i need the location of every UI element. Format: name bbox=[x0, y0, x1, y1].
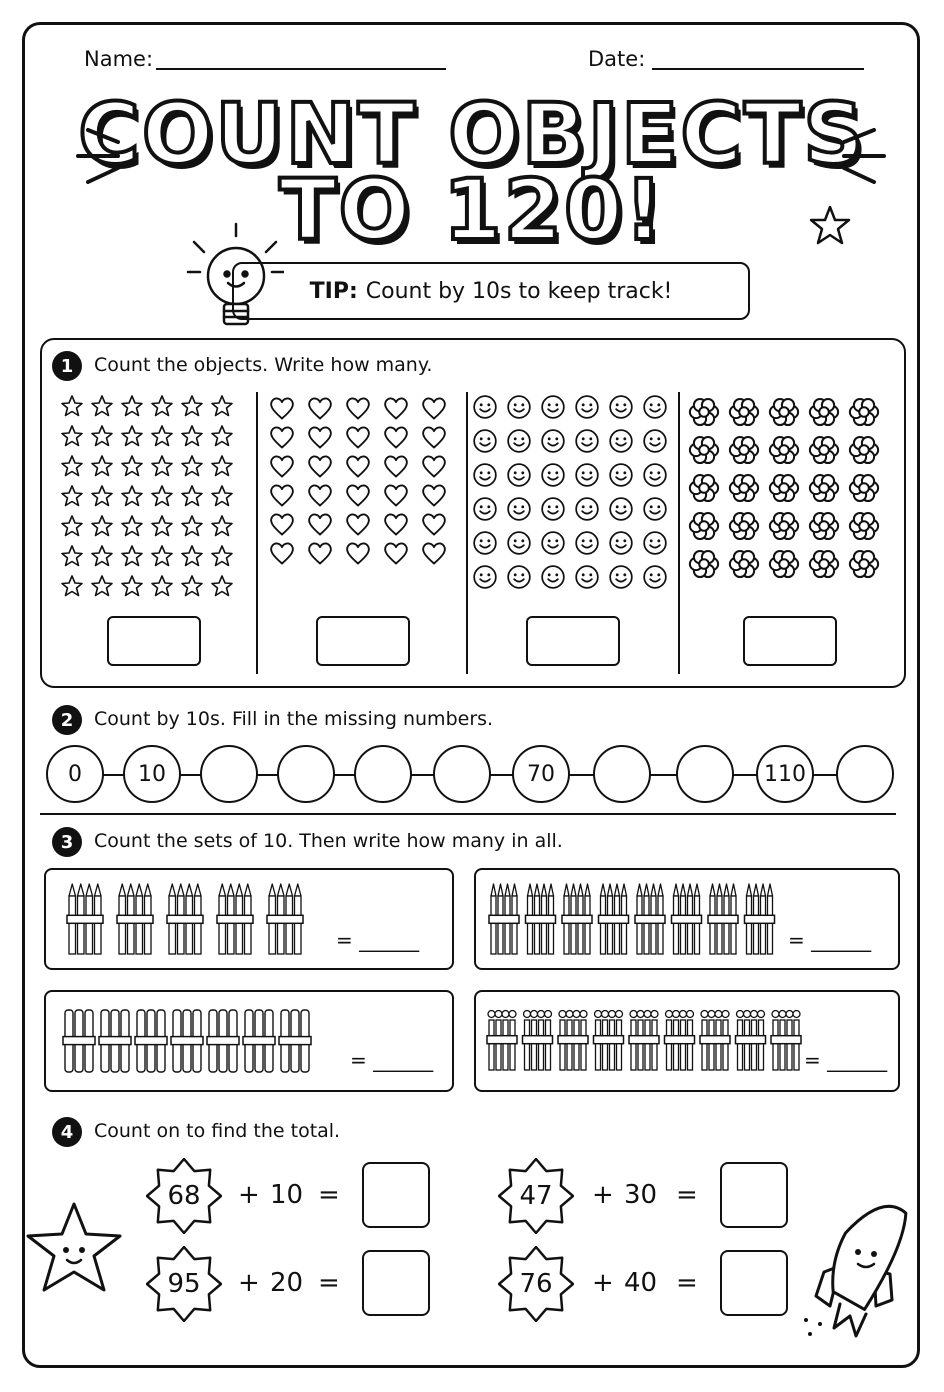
heart-icon bbox=[347, 398, 369, 418]
smiley-icon bbox=[474, 566, 496, 588]
smiling-star-icon bbox=[24, 1200, 124, 1296]
stick-bundle-icon bbox=[63, 1010, 95, 1072]
star-icon bbox=[152, 396, 172, 416]
star-icon bbox=[152, 486, 172, 506]
flower-icon bbox=[690, 399, 718, 425]
flower-bundles bbox=[486, 1004, 810, 1078]
smiley-icon bbox=[542, 532, 564, 554]
smiley-icon bbox=[542, 396, 564, 418]
pencil-bundles bbox=[66, 880, 320, 962]
star-icon bbox=[212, 546, 232, 566]
smiley-icon bbox=[508, 498, 530, 520]
flower-icon bbox=[730, 399, 758, 425]
column-divider bbox=[256, 392, 258, 674]
smiley-icon bbox=[610, 498, 632, 520]
smiley-icon bbox=[508, 566, 530, 588]
tip-box bbox=[232, 262, 750, 320]
flower-icon bbox=[730, 551, 758, 577]
star-icon bbox=[62, 486, 82, 506]
flower-icon bbox=[850, 437, 878, 463]
set-answer-blank[interactable]: = ______ bbox=[350, 1048, 434, 1072]
smiley-icon bbox=[576, 396, 598, 418]
addend: 30 bbox=[624, 1180, 658, 1210]
section-1-instruction: Count the objects. Write how many. bbox=[94, 354, 433, 376]
heart-icon bbox=[347, 514, 369, 534]
flower-bundle-icon bbox=[629, 1011, 659, 1071]
column-divider bbox=[678, 392, 680, 674]
smiley-icon bbox=[474, 532, 496, 554]
star-icon bbox=[122, 456, 142, 476]
star-icon bbox=[122, 486, 142, 506]
flower-bundle-icon bbox=[487, 1011, 517, 1071]
rocket-icon bbox=[800, 1196, 910, 1348]
smiley-icon bbox=[474, 396, 496, 418]
tip-text: Count by 10s to keep track! bbox=[365, 278, 673, 304]
smiley-icon bbox=[610, 566, 632, 588]
flower-group bbox=[688, 396, 888, 590]
plus-sign: + bbox=[592, 1268, 614, 1298]
section-4-instruction: Count on to find the total. bbox=[94, 1120, 341, 1142]
flowers-answer-box[interactable] bbox=[743, 616, 837, 666]
plus-sign: + bbox=[592, 1180, 614, 1210]
equals-sign: = bbox=[676, 1268, 698, 1298]
smiley-icon bbox=[542, 430, 564, 452]
missing-number-circle[interactable] bbox=[836, 745, 894, 803]
heart-icon bbox=[309, 398, 331, 418]
star-icon bbox=[92, 576, 112, 596]
heart-icon bbox=[309, 514, 331, 534]
smiley-icon bbox=[644, 430, 666, 452]
flower-icon bbox=[810, 551, 838, 577]
star-icon bbox=[182, 456, 202, 476]
addend: 40 bbox=[624, 1268, 658, 1298]
smiley-icon bbox=[508, 430, 530, 452]
addend: 20 bbox=[270, 1268, 304, 1298]
stick-bundle-icon bbox=[279, 1010, 311, 1072]
section-2-number: 2 bbox=[52, 705, 82, 735]
stick-bundle-icon bbox=[243, 1010, 275, 1072]
section-divider bbox=[40, 813, 896, 815]
heart-icon bbox=[309, 427, 331, 447]
smiley-icon bbox=[474, 498, 496, 520]
star-icon bbox=[182, 396, 202, 416]
heart-icon bbox=[385, 514, 407, 534]
smiley-icon bbox=[644, 498, 666, 520]
star-icon bbox=[62, 516, 82, 536]
star-icon bbox=[212, 576, 232, 596]
heart-icon bbox=[347, 485, 369, 505]
missing-number-circle[interactable] bbox=[593, 745, 651, 803]
star-icon bbox=[152, 516, 172, 536]
heart-icon bbox=[385, 543, 407, 563]
star-icon bbox=[122, 426, 142, 446]
flower-icon bbox=[690, 475, 718, 501]
total-answer-box[interactable] bbox=[362, 1162, 430, 1228]
pencil-bundle-icon bbox=[267, 884, 303, 954]
heart-icon bbox=[385, 427, 407, 447]
heart-icon bbox=[423, 427, 445, 447]
flower-icon bbox=[810, 475, 838, 501]
stick-bundle-icon bbox=[99, 1010, 131, 1072]
missing-number-circle[interactable] bbox=[200, 745, 258, 803]
star-icon bbox=[152, 546, 172, 566]
heart-icon bbox=[271, 456, 293, 476]
section-3-instruction: Count the sets of 10. Then write how many in all. bbox=[94, 830, 563, 852]
pencil-bundle-icon bbox=[635, 884, 665, 954]
date-field[interactable] bbox=[652, 68, 864, 70]
smileys-answer-box[interactable] bbox=[526, 616, 620, 666]
heart-icon bbox=[385, 398, 407, 418]
star-icon bbox=[122, 396, 142, 416]
stick-bundle-icon bbox=[171, 1010, 203, 1072]
flower-icon bbox=[690, 513, 718, 539]
star-icon bbox=[92, 426, 112, 446]
date-label: Date: bbox=[588, 47, 646, 71]
flower-bundle-icon bbox=[523, 1011, 553, 1071]
flower-icon bbox=[810, 513, 838, 539]
star-icon bbox=[62, 576, 82, 596]
start-number-badge: 95 bbox=[146, 1246, 222, 1322]
equals-sign: = bbox=[318, 1268, 340, 1298]
flower-bundle-icon bbox=[700, 1011, 730, 1071]
smiley-icon bbox=[576, 464, 598, 486]
pencil-bundle-icon bbox=[526, 884, 556, 954]
equals-sign: = bbox=[676, 1180, 698, 1210]
star-icon bbox=[212, 396, 232, 416]
page-title-line1: COUNT OBJECTS bbox=[78, 85, 866, 183]
star-icon bbox=[62, 546, 82, 566]
section-2-instruction: Count by 10s. Fill in the missing numbers. bbox=[94, 708, 494, 730]
heart-icon bbox=[271, 514, 293, 534]
pencil-bundles bbox=[488, 880, 784, 962]
flower-bundle-icon bbox=[558, 1011, 588, 1071]
star-icon bbox=[62, 396, 82, 416]
number-circle: 0 bbox=[46, 745, 104, 803]
number-circle: 110 bbox=[756, 745, 814, 803]
plus-sign: + bbox=[238, 1268, 260, 1298]
pencil-bundle-icon bbox=[117, 884, 153, 954]
set-answer-blank[interactable]: = ______ bbox=[336, 928, 420, 952]
smiley-icon bbox=[644, 396, 666, 418]
star-icon bbox=[152, 426, 172, 446]
stick-bundles bbox=[62, 1004, 318, 1080]
set-answer-blank[interactable]: = ______ bbox=[788, 928, 872, 952]
star-icon bbox=[182, 516, 202, 536]
flower-icon bbox=[850, 551, 878, 577]
heart-icon bbox=[271, 485, 293, 505]
pencil-bundle-icon bbox=[708, 884, 738, 954]
pencil-bundle-icon bbox=[599, 884, 629, 954]
smiley-icon bbox=[508, 396, 530, 418]
star-icon bbox=[212, 456, 232, 476]
flower-icon bbox=[850, 513, 878, 539]
flower-icon bbox=[770, 551, 798, 577]
heart-icon bbox=[271, 427, 293, 447]
start-number-badge: 68 bbox=[146, 1158, 222, 1234]
flower-icon bbox=[850, 475, 878, 501]
star-icon bbox=[92, 516, 112, 536]
smiley-icon bbox=[610, 532, 632, 554]
missing-number-circle[interactable] bbox=[676, 745, 734, 803]
star-icon bbox=[182, 426, 202, 446]
star-icon bbox=[122, 576, 142, 596]
section-4-number: 4 bbox=[52, 1117, 82, 1147]
tip-label: TIP: bbox=[309, 278, 358, 304]
smiley-icon bbox=[576, 430, 598, 452]
smiley-icon bbox=[508, 464, 530, 486]
star-icon bbox=[212, 516, 232, 536]
smiley-icon bbox=[474, 464, 496, 486]
stick-bundle-icon bbox=[207, 1010, 239, 1072]
hearts-answer-box[interactable] bbox=[316, 616, 410, 666]
flower-icon bbox=[770, 399, 798, 425]
missing-number-circle[interactable] bbox=[277, 745, 335, 803]
heart-icon bbox=[385, 485, 407, 505]
star-icon bbox=[182, 576, 202, 596]
flower-bundle-icon bbox=[771, 1011, 801, 1071]
star-icon bbox=[92, 546, 112, 566]
smiley-icon bbox=[610, 430, 632, 452]
star-icon bbox=[92, 396, 112, 416]
star-icon bbox=[62, 456, 82, 476]
star-icon bbox=[182, 546, 202, 566]
section-1-number: 1 bbox=[52, 351, 82, 381]
plus-sign: + bbox=[238, 1180, 260, 1210]
name-field[interactable] bbox=[156, 68, 446, 70]
star-icon bbox=[92, 456, 112, 476]
star-group bbox=[60, 394, 240, 608]
flower-bundle-icon bbox=[665, 1011, 695, 1071]
heart-icon bbox=[309, 456, 331, 476]
missing-number-circle[interactable] bbox=[433, 745, 491, 803]
smiley-icon bbox=[576, 532, 598, 554]
pencil-bundle-icon bbox=[167, 884, 203, 954]
missing-number-circle[interactable] bbox=[354, 745, 412, 803]
flower-icon bbox=[810, 437, 838, 463]
smiley-icon bbox=[644, 566, 666, 588]
flower-icon bbox=[770, 513, 798, 539]
star-icon bbox=[122, 516, 142, 536]
star-icon bbox=[62, 426, 82, 446]
star-icon bbox=[212, 486, 232, 506]
start-number-badge: 76 bbox=[498, 1246, 574, 1322]
heart-icon bbox=[423, 485, 445, 505]
flower-icon bbox=[770, 437, 798, 463]
heart-group bbox=[268, 394, 458, 572]
pencil-bundle-icon bbox=[217, 884, 253, 954]
set-answer-blank[interactable]: = ______ bbox=[804, 1048, 888, 1072]
number-circle: 10 bbox=[123, 745, 181, 803]
heart-icon bbox=[271, 543, 293, 563]
flower-icon bbox=[690, 437, 718, 463]
heart-icon bbox=[347, 456, 369, 476]
pencil-bundle-icon bbox=[562, 884, 592, 954]
stick-bundle-icon bbox=[135, 1010, 167, 1072]
addend: 10 bbox=[270, 1180, 304, 1210]
number-circle: 70 bbox=[512, 745, 570, 803]
star-icon bbox=[122, 546, 142, 566]
star-icon bbox=[152, 456, 172, 476]
total-answer-box[interactable] bbox=[362, 1250, 430, 1316]
start-number-badge: 47 bbox=[498, 1158, 574, 1234]
page-title-line2: TO 120! bbox=[279, 161, 665, 259]
smiley-icon bbox=[610, 464, 632, 486]
smiley-icon bbox=[576, 566, 598, 588]
flower-bundle-icon bbox=[736, 1011, 766, 1071]
heart-icon bbox=[347, 543, 369, 563]
equals-sign: = bbox=[318, 1180, 340, 1210]
star-icon bbox=[212, 426, 232, 446]
flower-icon bbox=[850, 399, 878, 425]
heart-icon bbox=[385, 456, 407, 476]
smiley-icon bbox=[610, 396, 632, 418]
smiley-icon bbox=[644, 464, 666, 486]
smiley-icon bbox=[542, 464, 564, 486]
heart-icon bbox=[423, 398, 445, 418]
pencil-bundle-icon bbox=[67, 884, 103, 954]
star-icon bbox=[92, 486, 112, 506]
smiley-icon bbox=[576, 498, 598, 520]
small-star-icon bbox=[808, 204, 852, 248]
heart-icon bbox=[423, 543, 445, 563]
pencil-bundle-icon bbox=[489, 884, 519, 954]
sparkle-right-icon bbox=[838, 122, 888, 186]
flower-bundle-icon bbox=[594, 1011, 624, 1071]
heart-icon bbox=[347, 427, 369, 447]
star-icon bbox=[152, 576, 172, 596]
heart-icon bbox=[271, 398, 293, 418]
heart-icon bbox=[423, 456, 445, 476]
smiley-icon bbox=[542, 498, 564, 520]
smiley-group bbox=[472, 394, 676, 602]
star-icon bbox=[182, 486, 202, 506]
total-answer-box[interactable] bbox=[720, 1250, 788, 1316]
pencil-bundle-icon bbox=[672, 884, 702, 954]
heart-icon bbox=[423, 514, 445, 534]
smiley-icon bbox=[542, 566, 564, 588]
flower-icon bbox=[730, 475, 758, 501]
sparkle-left-icon bbox=[74, 122, 124, 186]
stars-answer-box[interactable] bbox=[107, 616, 201, 666]
flower-icon bbox=[770, 475, 798, 501]
total-answer-box[interactable] bbox=[720, 1162, 788, 1228]
column-divider bbox=[466, 392, 468, 674]
smiley-icon bbox=[508, 532, 530, 554]
heart-icon bbox=[309, 543, 331, 563]
name-label: Name: bbox=[84, 47, 154, 71]
smiley-icon bbox=[474, 430, 496, 452]
flower-icon bbox=[730, 513, 758, 539]
heart-icon bbox=[309, 485, 331, 505]
smiley-icon bbox=[644, 532, 666, 554]
flower-icon bbox=[810, 399, 838, 425]
flower-icon bbox=[690, 551, 718, 577]
flower-icon bbox=[730, 437, 758, 463]
pencil-bundle-icon bbox=[745, 884, 775, 954]
section-3-number: 3 bbox=[52, 827, 82, 857]
